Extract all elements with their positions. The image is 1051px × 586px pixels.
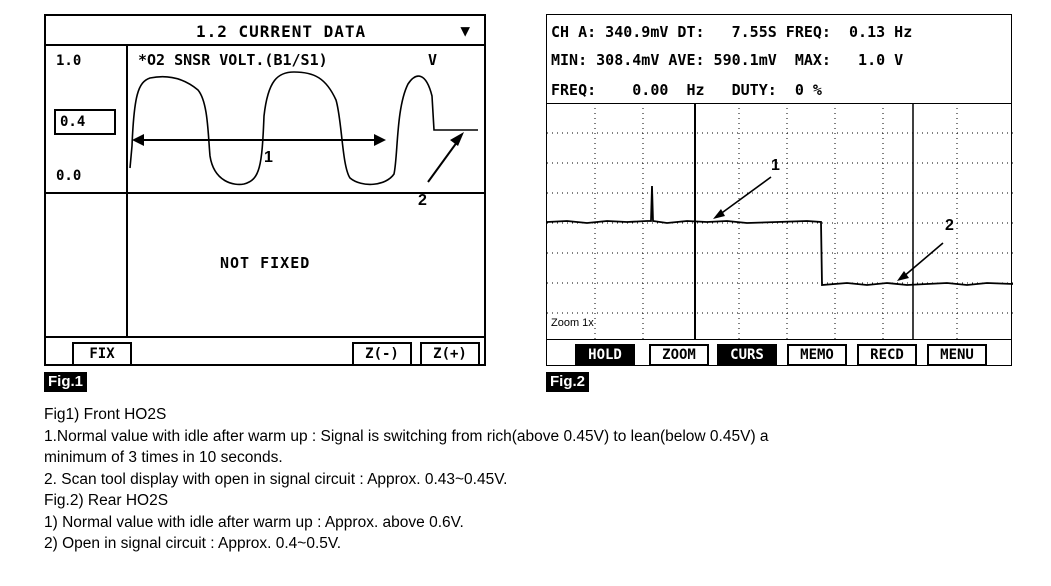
fig1-label: Fig.1 bbox=[44, 372, 87, 392]
scope-graph bbox=[547, 103, 1013, 339]
menu-arrow-icon[interactable]: ▼ bbox=[460, 21, 470, 40]
callout-2-arrow bbox=[428, 138, 460, 182]
callout-2-arrow bbox=[903, 243, 943, 277]
scale-max: 1.0 bbox=[56, 53, 82, 69]
oscilloscope-screen bbox=[546, 14, 1012, 366]
callout-2: 2 bbox=[945, 217, 954, 234]
fix-status: NOT FIXED bbox=[220, 254, 311, 272]
readout-row-2: MIN: 308.4mV AVE: 590.1mV MAX: 1.0 V bbox=[551, 51, 904, 69]
fig2-label: Fig.2 bbox=[546, 372, 589, 392]
scale-mid-box[interactable]: 0.4 bbox=[54, 109, 116, 135]
explanation-notes bbox=[44, 404, 1024, 555]
callout-1: 1 bbox=[771, 157, 780, 174]
record-button[interactable]: RECD bbox=[857, 344, 917, 366]
callout-1: 1 bbox=[264, 149, 273, 166]
fix-button[interactable]: FIX bbox=[72, 342, 132, 366]
callout-1-arrowhead-right bbox=[374, 134, 386, 146]
hold-button[interactable]: HOLD bbox=[575, 344, 635, 366]
callout-1-arrowhead bbox=[713, 209, 725, 219]
note-line: minimum of 3 times in 10 seconds. bbox=[44, 449, 283, 466]
sensor-label: *O2 SNSR VOLT.(B1/S1) bbox=[138, 51, 328, 69]
scope-trace bbox=[547, 186, 1013, 285]
callout-1-arrowhead-left bbox=[132, 134, 144, 146]
unit-label: V bbox=[428, 51, 438, 69]
cursor-button[interactable]: CURS bbox=[717, 344, 777, 366]
memo-button[interactable]: MEMO bbox=[787, 344, 847, 366]
zoom-in-button[interactable]: Z(+) bbox=[420, 342, 480, 366]
callout-2-arrowhead bbox=[450, 132, 464, 146]
scale-min: 0.0 bbox=[56, 168, 82, 184]
screen-title: 1.2 CURRENT DATA bbox=[196, 22, 367, 41]
note-line: Fig.2) Rear HO2S bbox=[44, 492, 169, 509]
readout-row-1: CH A: 340.9mV DT: 7.55S FREQ: 0.13 Hz bbox=[551, 23, 913, 41]
note-line: 1) Normal value with idle after warm up : Approx. above 0.6V. bbox=[44, 513, 464, 531]
note-line: 1.Normal value with idle after warm up : Signal is switching from rich(above 0.45V) to lean(below 0.45V) a bbox=[44, 427, 769, 445]
zoom-out-button[interactable]: Z(-) bbox=[352, 342, 412, 366]
zoom-button[interactable]: ZOOM bbox=[649, 344, 709, 366]
callout-2: 2 bbox=[418, 192, 427, 209]
callout-1-arrow bbox=[719, 177, 771, 215]
menu-button[interactable]: MENU bbox=[927, 344, 987, 366]
note-line: 2) Open in signal circuit : Approx. 0.4~0.5V. bbox=[44, 535, 342, 552]
readout-row-3: FREQ: 0.00 Hz DUTY: 0 % bbox=[551, 81, 822, 99]
zoom-indicator: Zoom 1x bbox=[551, 317, 594, 329]
note-line: 2. Scan tool display with open in signal circuit : Approx. 0.43~0.45V. bbox=[44, 470, 508, 488]
waveform-trace bbox=[130, 72, 478, 184]
note-line: Fig1) Front HO2S bbox=[44, 406, 167, 423]
scan-tool-current-data-screen bbox=[44, 14, 486, 366]
scope-button-bar bbox=[547, 339, 1011, 367]
